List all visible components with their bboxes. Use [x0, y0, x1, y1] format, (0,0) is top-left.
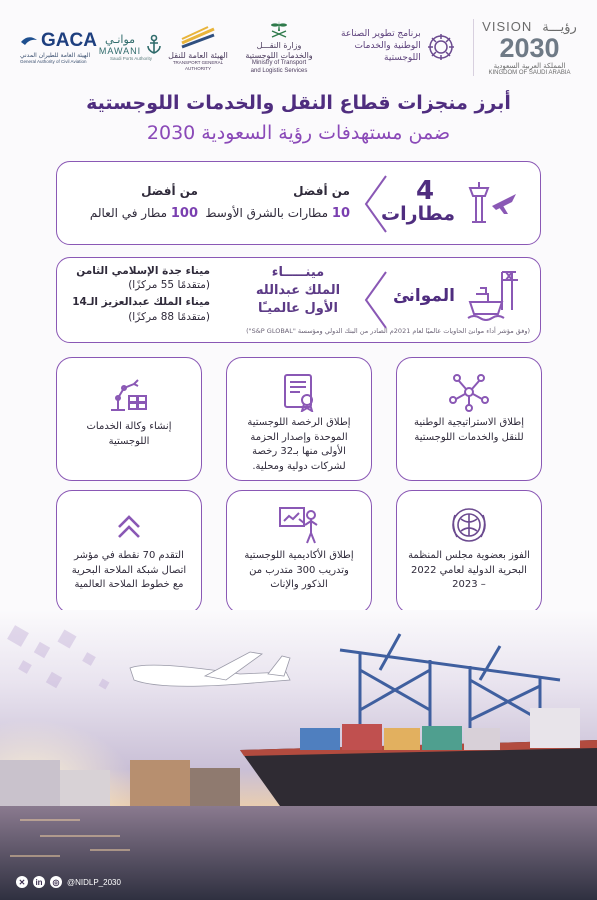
nidlp-logo	[341, 14, 459, 80]
card-text: الفوز بعضوية مجلس المنظمة البحرية الدولية لعامي 2022 – 2023	[408, 550, 530, 590]
vision-kingdom-en: KINGDOM OF SAUDI ARABIA	[488, 69, 571, 76]
gaca-sub-en: General Authority of Civil Aviation	[20, 59, 87, 64]
port-king-abdullah	[238, 264, 358, 319]
card-text: التقدم 70 نقطة في مؤشر اتصال شبكة الملاحة البحرية مع خطوط الملاحة العالمية	[71, 550, 187, 590]
vision-word-ar: رؤيـــة	[542, 19, 577, 35]
airports-label	[381, 176, 455, 226]
mawani-sub: Saudi Ports Authority	[109, 56, 153, 61]
control-tower-plane-icon	[466, 176, 518, 226]
tga-wings-icon	[178, 23, 218, 51]
card-national-strategy	[396, 357, 542, 481]
gaca-name: GACA	[41, 30, 97, 51]
robot-arm-icon	[107, 372, 151, 412]
vision-2030-logo	[473, 14, 577, 80]
airports-col1-num: 10	[331, 206, 350, 221]
linkedin-icon[interactable]: in	[33, 876, 45, 888]
mot-line2: والخدمات اللوجستية	[245, 50, 313, 60]
network-icon	[447, 372, 491, 412]
ports-source-note: (وفق مؤشر أداء موانئ الحاويات عالميًا لعام 2021م الصادر من البنك الدولي ومؤسسة "S&P GLOBAL")	[246, 327, 530, 335]
card-logistics-agency	[56, 357, 202, 481]
logos-row	[20, 14, 577, 84]
airports-count: 4	[415, 176, 435, 206]
ministry-transport-logo	[243, 14, 315, 80]
card-logistics-academy	[226, 490, 372, 614]
card-text: إطلاق الاستراتيجية الوطنية للنقل والخدمات اللوجستية	[414, 417, 524, 443]
card-shipping-index	[56, 490, 202, 614]
mot-line4: and Logistic Services	[250, 67, 308, 74]
port-dammam-rank: (متقدمًا 88 مركزًا)	[128, 310, 210, 323]
port-scene-image	[0, 610, 597, 900]
mot-line3: Ministry of Transport	[251, 60, 307, 67]
mawani-en: MAWANI	[98, 46, 142, 56]
card-imo-membership	[396, 490, 542, 614]
port-dammam: ميناء الملك عبدالعزيز الـ14	[72, 296, 210, 309]
airports-panel	[56, 161, 541, 245]
port-rankings	[60, 264, 210, 324]
chevron-left-icon	[360, 174, 390, 234]
sub-title: ضمن مستهدفات رؤية السعودية 2030	[146, 122, 451, 144]
port-center-line1: مينـــــاء	[271, 265, 325, 280]
port-center-line2: الملك عبدالله	[255, 283, 341, 299]
social-footer	[16, 876, 121, 888]
anchor-icon	[145, 34, 163, 56]
chevron-left-icon	[360, 270, 390, 330]
vision-year: 2030	[499, 32, 560, 63]
airports-col2-head: من أفضل	[141, 184, 198, 198]
port-jeddah-rank: (متقدمًا 55 مركزًا)	[128, 279, 210, 292]
airports-col1-text: مطارات بالشرق الأوسط	[205, 206, 329, 220]
card-text: إنشاء وكالة الخدمات اللوجستية	[86, 421, 172, 447]
vision-word: VISION	[482, 18, 533, 34]
airports-middle-east	[200, 184, 350, 221]
port-center-line3: الأول عالميـًا	[257, 301, 338, 317]
nidlp-text: برنامج تطوير الصناعة الوطنية والخدمات اللوجستية	[341, 29, 421, 63]
card-logistics-license	[226, 357, 372, 481]
main-title: أبرز منجزات قطاع النقل والخدمات اللوجستية	[86, 92, 511, 114]
mawani-logo	[97, 14, 165, 80]
tga-logo	[163, 14, 233, 80]
trainer-icon	[277, 505, 321, 545]
certificate-icon	[277, 372, 321, 412]
vision-kingdom-ar: المملكة العربية السعودية	[493, 61, 566, 70]
mot-line1: وزارة النقـــل	[256, 41, 302, 51]
card-text: إطلاق الأكاديمية اللوجستية وتدريب 300 متدرب من الذكور والإناث	[244, 550, 354, 590]
tga-line1: الهيئة العامة للنقل	[168, 50, 228, 60]
gaca-bird-icon	[20, 34, 38, 48]
mawani-ar: موانـي	[104, 33, 136, 46]
gaca-logo	[20, 14, 104, 80]
airports-world	[63, 184, 198, 221]
port-jeddah: ميناء جدة الإسلامي الثامن	[76, 265, 210, 277]
airports-col2-text: مطار في العالم	[89, 206, 168, 220]
instagram-icon[interactable]: ◎	[50, 876, 62, 888]
airports-col1-head: من أفضل	[293, 184, 350, 198]
social-handle: @NIDLP_2030	[67, 877, 121, 887]
twitter-icon[interactable]: ✕	[16, 876, 28, 888]
palm-swords-icon	[268, 19, 290, 41]
imo-emblem-icon	[447, 505, 491, 545]
nidlp-emblem-icon	[427, 33, 455, 61]
airports-word: مطارات	[381, 203, 455, 226]
airports-col2-num: 100	[170, 206, 198, 221]
ship-crane-icon	[466, 268, 522, 322]
gaca-sub-ar: الهيئة العامة للطيران المدني	[20, 52, 91, 59]
card-text: إطلاق الرخصة اللوجستية الموحدة وإصدار الحزمة الأولى منها بـ32 رخصة لشركات دولية ومحلية.	[247, 417, 351, 472]
ports-label: الموانئ	[392, 286, 455, 306]
tga-line2: TRANSPORT GENERAL AUTHORITY	[172, 60, 224, 71]
double-chevron-up-icon	[107, 505, 151, 545]
